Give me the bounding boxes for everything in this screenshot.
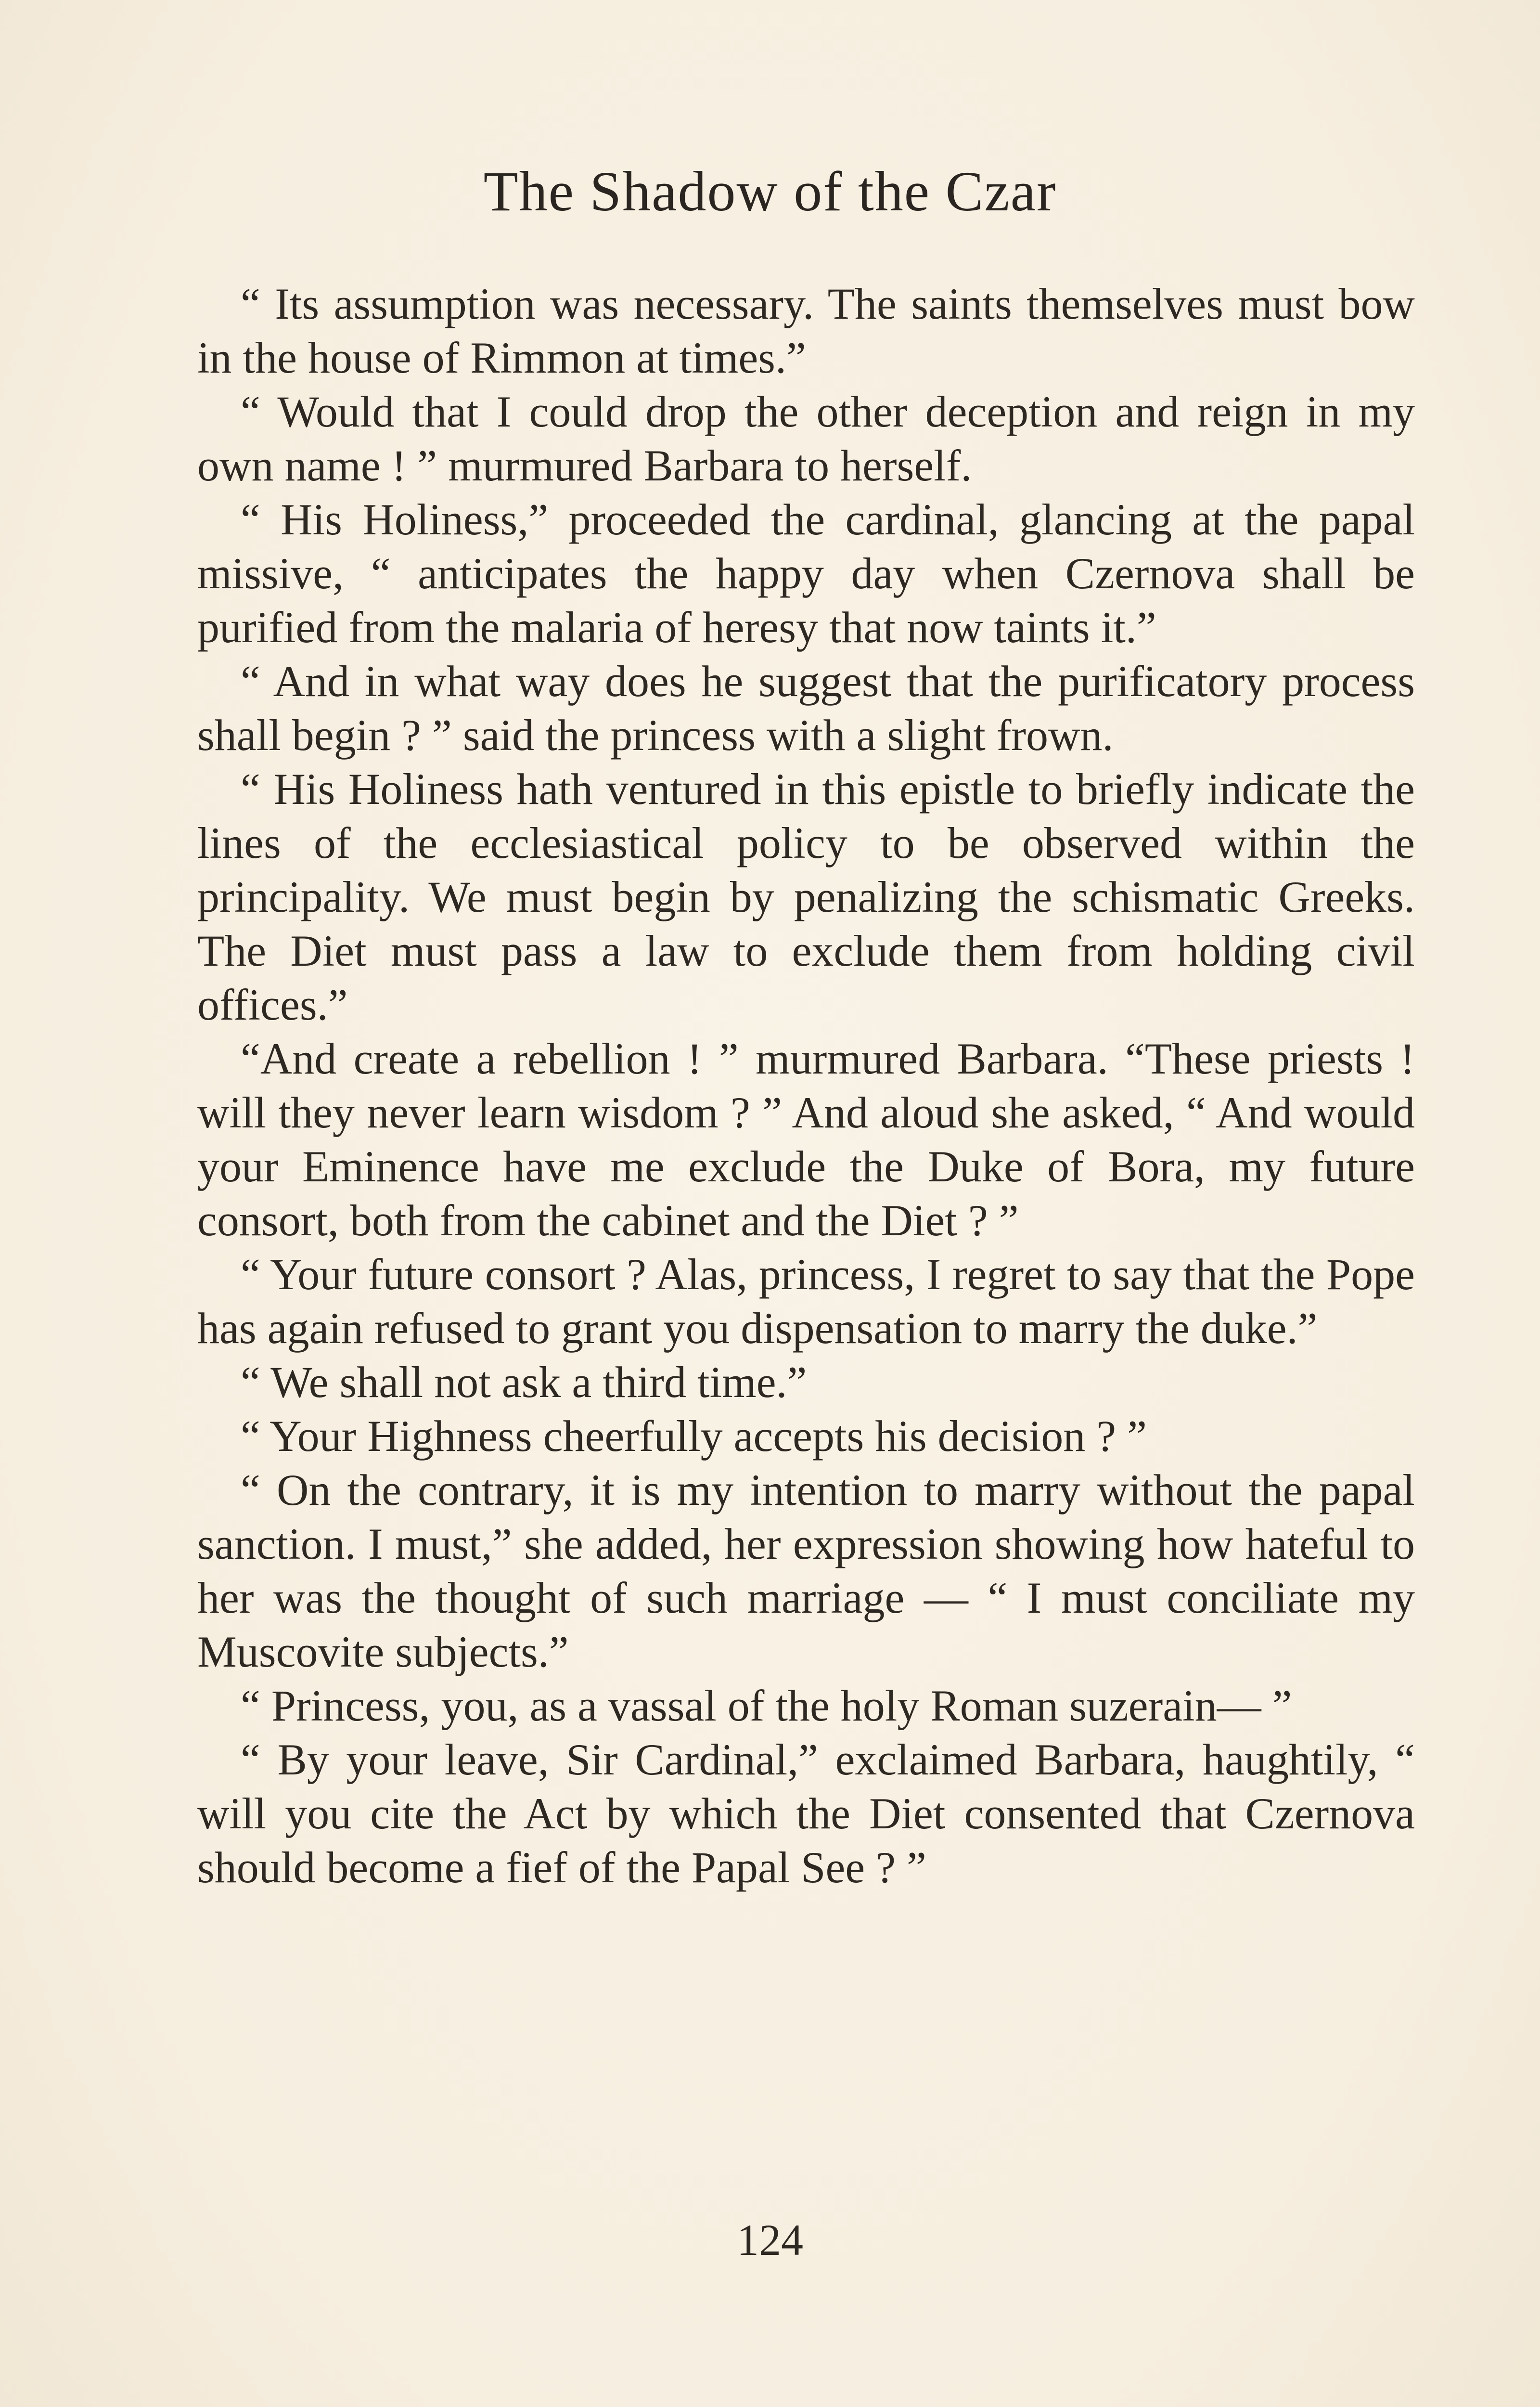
paragraph: “ By your leave, Sir Cardinal,” exclaimed Barbara, haughtily, “ will you cite the Act by which the Diet consented that Czernova should become a fief of the Papal See ? ” bbox=[197, 1735, 1415, 1892]
page-number: 124 bbox=[737, 2215, 803, 2265]
paragraph: “ His Holiness hath ventured in this epistle to briefly indicate the lines of the ecclesiastical policy to be observed within the principality. We must begin by penalizing the schismatic Greeks. The Diet must pass a law to exclude them from holding civil offices.” bbox=[197, 764, 1415, 1029]
paragraph: “ Your future consort ? Alas, princess, I regret to say that the Pope has again refused to grant you dispensation to marry the duke.” bbox=[197, 1250, 1415, 1353]
paragraph: “ Its assumption was necessary. The saints themselves must bow in the house of Rimmon at times.” bbox=[197, 279, 1415, 382]
paragraph: “ His Holiness,” proceeded the cardinal, glancing at the papal missive, “ anticipates the happy day when Czernova shall be purified from the malaria of heresy that now taints it.” bbox=[197, 495, 1415, 652]
paragraph: “ On the contrary, it is my intention to marry without the papal sanction. I must,” she added, her expression showing how hateful to her was the thought of such marriage — “ I must conciliate my Muscovite subjects.” bbox=[197, 1465, 1415, 1676]
paragraph: “ And in what way does he suggest that the purificatory process shall begin ? ” said the princess with a slight frown. bbox=[197, 657, 1415, 760]
paragraph: “ Would that I could drop the other deception and reign in my own name ! ” murmured Barbara to herself. bbox=[197, 387, 1415, 490]
paragraph: “ Princess, you, as a vassal of the holy Roman suzerain— ” bbox=[241, 1681, 1292, 1730]
body-text bbox=[197, 277, 1415, 1894]
paragraph: “And create a rebellion ! ” murmured Barbara. “These priests ! will they never learn wisdom ? ” And aloud she asked, “ And would your Eminence have me exclude the Duke of Bora, my future consort, both from the cabinet and the Diet ? ” bbox=[197, 1034, 1415, 1245]
paragraph: “ We shall not ask a third time.” bbox=[241, 1358, 807, 1407]
paragraph: “ Your Highness cheerfully accepts his decision ? ” bbox=[241, 1411, 1147, 1461]
running-title: The Shadow of the Czar bbox=[483, 160, 1057, 223]
